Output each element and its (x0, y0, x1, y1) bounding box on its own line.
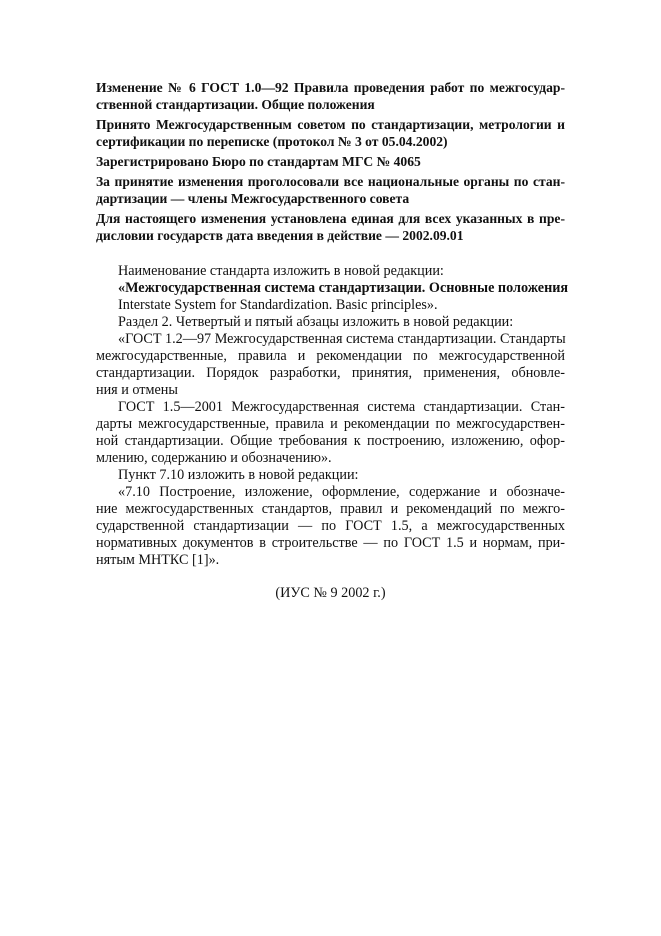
text-line: ние межгосударственных стандартов, правил и рекомендаций по межго- (96, 501, 565, 517)
text-line: «7.10 Построение, изложение, оформление, содержание и обозначе- (118, 484, 565, 500)
text-line: нормативных документов в строительстве — по ГОСТ 1.5 и нормам, при- (96, 535, 565, 551)
document-page (96, 79, 569, 602)
text-line: ственной стандартизации. Общие положения (96, 97, 375, 112)
text-line: ГОСТ 1.5—2001 Межгосударственная система стандартизации. Стан- (118, 399, 565, 415)
text-line: стандартизации. Порядок разработки, принятия, применения, обновле- (96, 365, 565, 381)
amendment-title (96, 79, 565, 113)
text-line: ния и отмены (96, 382, 178, 398)
adopted-by (96, 116, 565, 150)
text-line: За принятие изменения проголосовали все национальные органы по стан- (96, 174, 565, 189)
text-line: Изменение № 6 ГОСТ 1.0—92 Правила проведения работ по межгосудар- (96, 80, 565, 95)
source-reference: (ИУС № 9 2002 г.) (275, 585, 386, 601)
voting (96, 173, 565, 207)
text-line: дартизации — члены Межгосударственного совета (96, 191, 410, 206)
text-line: сударственной стандартизации — по ГОСТ 1.5, а межгосударственных (96, 518, 565, 534)
text-line: дарты межгосударственные, правила и рекомендации по межгосударствен- (96, 416, 565, 432)
text-line: ной стандартизации. Общие требования к построению, изложению, офор- (96, 433, 565, 449)
paragraph: Раздел 2. Четвертый и пятый абзацы изложить в новой редакции: (118, 314, 514, 330)
text-line: сертификации по переписке (протокол № 3 от 05.04.2002) (96, 134, 448, 149)
text-line: млению, содержанию и обозначению». (96, 450, 332, 466)
text-line: Принято Межгосударственным советом по стандартизации, метрологии и (96, 117, 565, 132)
text-line: дисловии государств дата введения в действие — 2002.09.01 (96, 228, 464, 243)
amendment-body (96, 263, 569, 569)
text-line: Зарегистрировано Бюро по стандартам МГС № 4065 (96, 154, 421, 169)
paragraph: Наименование стандарта изложить в новой редакции: (118, 263, 444, 279)
paragraph: Interstate System for Standardization. Basic principles». (118, 297, 438, 313)
effective-date (96, 210, 565, 244)
text-line: «ГОСТ 1.2—97 Межгосударственная система стандартизации. Стандарты (118, 331, 566, 347)
text-line: нятым МНТКС [1]». (96, 552, 220, 568)
text-line: межгосударственные, правила и рекомендации по межгосударственной (96, 348, 565, 364)
registration (96, 153, 565, 170)
paragraph-bold-title: «Межгосударственная система стандартизации. Основные положения (118, 280, 569, 296)
paragraph: Пункт 7.10 изложить в новой редакции: (118, 467, 359, 483)
text-line: Для настоящего изменения установлена единая для всех указанных в пре- (96, 211, 565, 226)
